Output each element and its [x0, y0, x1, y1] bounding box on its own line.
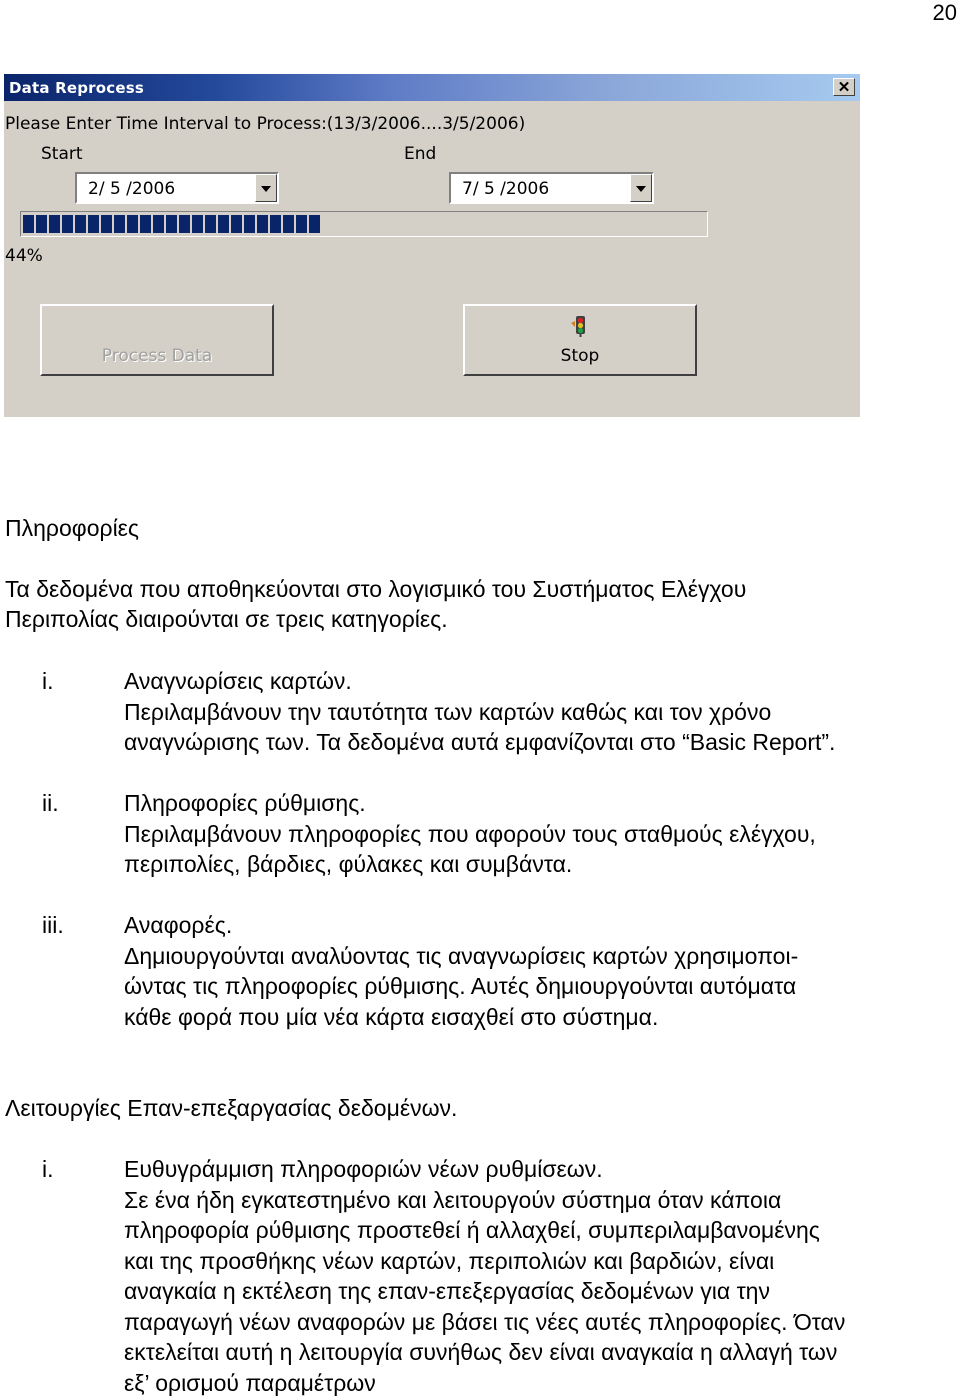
list-item-text: εκτελείται αυτή η λειτουργία συνήθως δεν είναι αναγκαία η αλλαγή των	[124, 1339, 838, 1365]
end-date-value: 7/ 5 /2006	[462, 179, 550, 199]
list-item-text: Περιλαμβάνουν την ταυτότητα των καρτών καθώς και τον χρόνο	[124, 699, 772, 725]
interval-prompt: Please Enter Time Interval to Process:(13/3/2006....3/5/2006)	[5, 114, 526, 134]
title-bar[interactable]	[4, 74, 860, 101]
section-heading-info: Πληροφορίες	[5, 515, 140, 541]
progress-fill	[23, 215, 322, 233]
list-item-title: Αναφορές.	[124, 912, 233, 938]
progress-bar	[20, 211, 708, 237]
page-number: 20	[932, 0, 957, 25]
list-item-title: Αναγνωρίσεις καρτών.	[124, 668, 352, 694]
list-item-title: Πληροφορίες ρύθμισης.	[124, 790, 366, 816]
list-item-text: εξ’ ορισμού παραμέτρων	[124, 1370, 376, 1396]
end-label: End	[404, 144, 437, 164]
list-item-text: ώντας τις πληροφορίες ρύθμισης. Αυτές δημιουργούνται αυτόματα	[124, 973, 797, 999]
list-item-text: αναγνώρισης των. Τα δεδομένα αυτά εμφανίζονται στο “Basic Report”.	[124, 729, 836, 755]
chevron-down-icon[interactable]	[255, 174, 277, 202]
list-item-text: και της προσθήκης νέων καρτών, περιπολιών και βαρδιών, είναι	[124, 1248, 775, 1274]
stop-label: Stop	[560, 346, 600, 366]
intro-line: Περιπολίας διαιρούνται σε τρεις κατηγορίες.	[5, 606, 448, 632]
process-data-button[interactable]	[40, 304, 274, 376]
process-data-label: Process Data	[101, 346, 213, 366]
start-date-picker[interactable]	[75, 172, 279, 204]
list-item-text: Δημιουργούνται αναλύοντας τις αναγνωρίσεις καρτών χρησιμοποι-	[124, 943, 799, 969]
list-item-text: Περιλαμβάνουν πληροφορίες που αφορούν τους σταθμούς ελέγχου,	[124, 821, 816, 847]
list-number: i.	[42, 1156, 54, 1182]
end-date-picker[interactable]	[449, 172, 654, 204]
list-number: ii.	[42, 790, 59, 816]
list-number: iii.	[42, 912, 64, 938]
list-item-text: αναγκαία η εκτέλεση της επαν-επεξεργασίας δεδομένων για την	[124, 1278, 770, 1304]
close-button[interactable]	[833, 78, 855, 96]
list-item-text: κάθε φορά που μία νέα κάρτα εισαχθεί στο σύστημα.	[124, 1004, 659, 1030]
stop-button[interactable]	[463, 304, 697, 376]
data-reprocess-dialog	[4, 74, 860, 417]
progress-label: 44%	[5, 246, 43, 266]
list-item-title: Ευθυγράμμιση πληροφοριών νέων ρυθμίσεων.	[124, 1156, 603, 1182]
list-item-text: περιπολίες, βάρδιες, φύλακες και συμβάντα.	[124, 851, 573, 877]
intro-line: Τα δεδομένα που αποθηκεύονται στο λογισμικό του Συστήματος Ελέγχου	[5, 576, 747, 602]
traffic-light-stop-icon	[569, 315, 591, 337]
section-heading-reprocess: Λειτουργίες Επαν-επεξαργασίας δεδομένων.	[5, 1095, 458, 1121]
start-label: Start	[41, 144, 83, 164]
list-number: i.	[42, 668, 54, 694]
start-date-value: 2/ 5 /2006	[88, 179, 176, 199]
list-item-text: πληροφορία ρύθμισης προστεθεί ή αλλαχθεί, συμπεριλαμβανομένης	[124, 1217, 820, 1243]
chevron-down-icon[interactable]	[630, 174, 652, 202]
list-item-text: Σε ένα ήδη εγκατεστημένο και λειτουργούν σύστημα όταν κάποια	[124, 1187, 782, 1213]
dialog-title: Data Reprocess	[9, 79, 144, 97]
list-item-text: παραγωγή νέων αναφορών με βάσει τις νέες αυτές πληροφορίες. Όταν	[124, 1309, 846, 1335]
close-icon: ✕	[837, 79, 851, 96]
